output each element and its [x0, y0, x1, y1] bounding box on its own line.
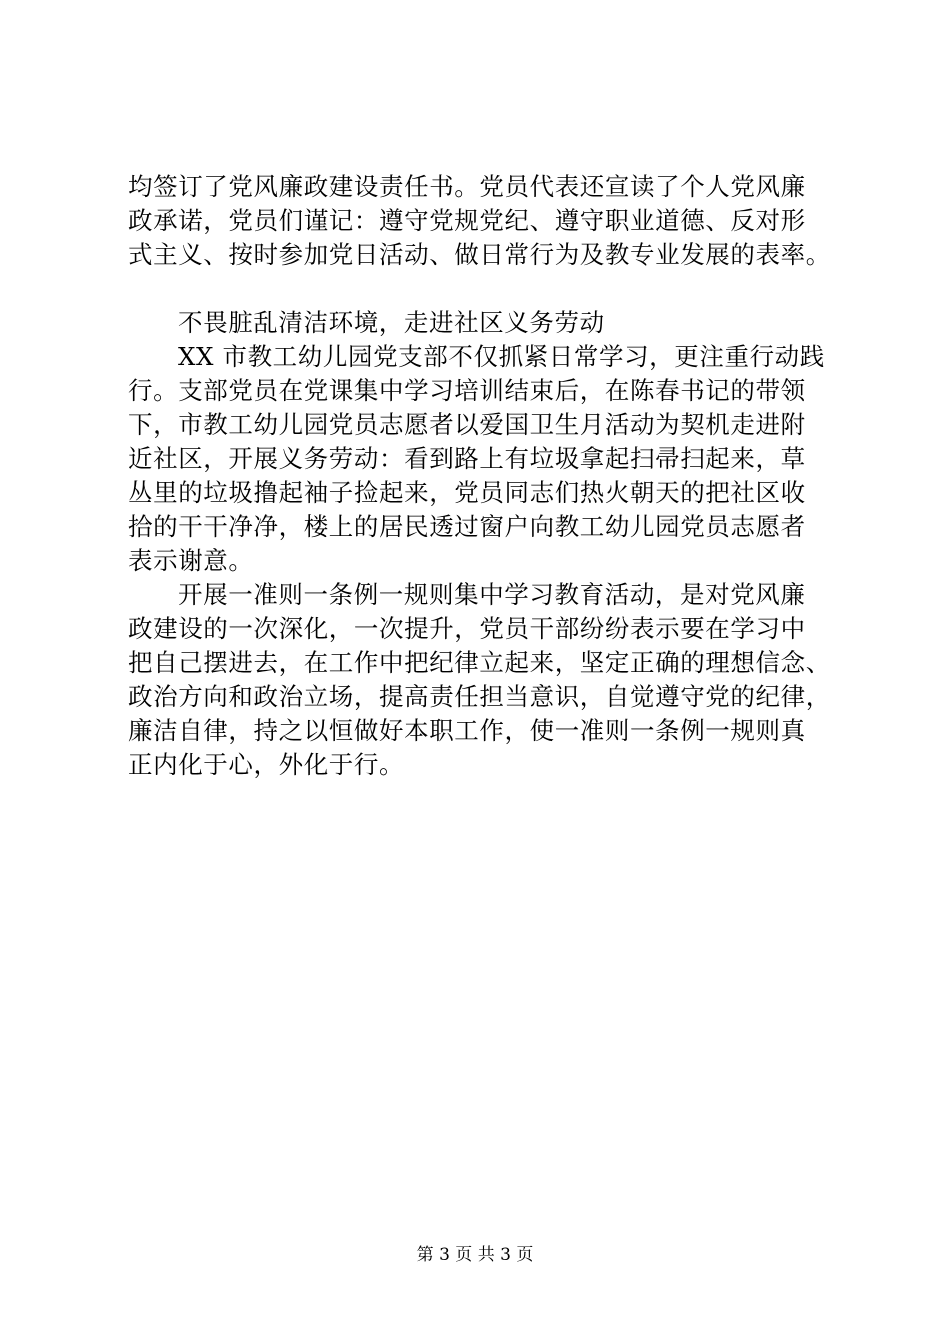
text-line: 把自己摆进去，在工作中把纪律立起来，坚定正确的理想信念、	[128, 648, 831, 677]
text-line: 下，市教工幼儿园党员志愿者以爱国卫生月活动为契机走进附	[128, 410, 806, 439]
text-line: 政建设的一次深化，一次提升，党员干部纷纷表示要在学习中	[128, 614, 806, 643]
text-line: 式主义、按时参加党日活动、做日常行为及教专业发展的表率。	[128, 240, 831, 269]
text-line: 正内化于心，外化于行。	[128, 750, 405, 779]
paragraph-spacer	[128, 272, 828, 306]
text-line: 均签订了党风廉政建设责任书。党员代表还宣读了个人党风廉	[128, 172, 806, 201]
text-line: 表示谢意。	[128, 546, 254, 575]
text-line: 政承诺，党员们谨记：遵守党规党纪、遵守职业道德、反对形	[128, 206, 806, 235]
section-heading: 不畏脏乱清洁环境，走进社区义务劳动	[178, 308, 605, 337]
text-line: 近社区，开展义务劳动：看到路上有垃圾拿起扫帚扫起来，草	[128, 444, 806, 473]
text-line: 行。支部党员在党课集中学习培训结束后，在陈春书记的带领	[128, 376, 806, 405]
page-number-footer: 第 3 页 共 3 页	[416, 1245, 534, 1265]
text-line: 政治方向和政治立场，提高责任担当意识，自觉遵守党的纪律，	[128, 682, 831, 711]
paragraph-2	[128, 340, 828, 578]
paragraph-1	[128, 170, 831, 272]
text-line: 廉洁自律，持之以恒做好本职工作，使一准则一条例一规则真	[128, 716, 806, 745]
paragraph-3	[128, 578, 831, 782]
text-line: XX 市教工幼儿园党支部不仅抓紧日常学习，更注重行动践	[178, 342, 825, 371]
text-line: 拾的干干净净，楼上的居民透过窗户向教工幼儿园党员志愿者	[128, 512, 806, 541]
document-body	[128, 170, 831, 782]
text-line: 丛里的垃圾撸起袖子捡起来，党员同志们热火朝天的把社区收	[128, 478, 806, 507]
text-line: 开展一准则一条例一规则集中学习教育活动，是对党风廉	[178, 580, 806, 609]
